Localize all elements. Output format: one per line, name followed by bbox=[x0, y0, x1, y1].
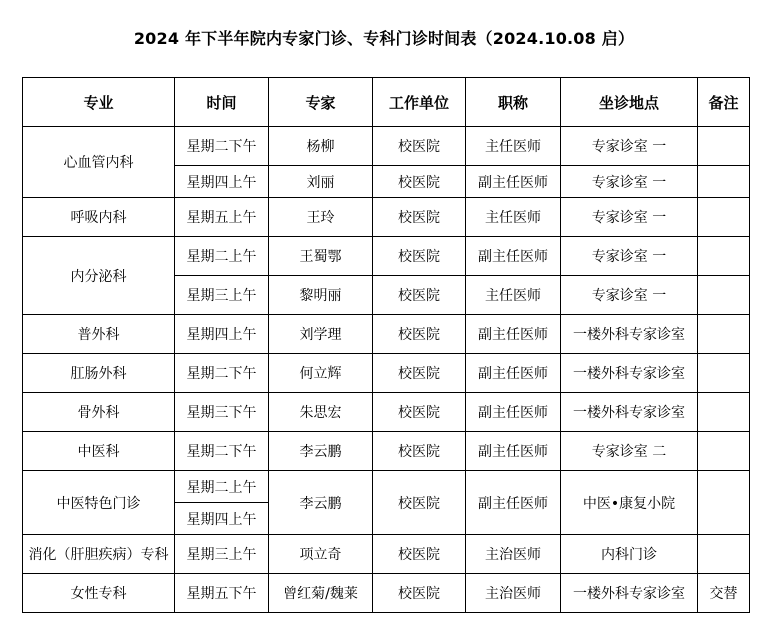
title-cell: 副主任医师 bbox=[466, 166, 561, 198]
expert-cell: 黎明丽 bbox=[269, 276, 373, 315]
table-row bbox=[23, 237, 750, 276]
expert-cell: 刘丽 bbox=[269, 166, 373, 198]
table-row bbox=[23, 198, 750, 237]
location-cell: 专家诊室 一 bbox=[561, 127, 698, 166]
title-cell: 副主任医师 bbox=[466, 432, 561, 471]
header-cell: 职称 bbox=[466, 78, 561, 127]
header-row bbox=[23, 78, 750, 127]
expert-cell: 王玲 bbox=[269, 198, 373, 237]
note-cell bbox=[698, 354, 750, 393]
unit-cell: 校医院 bbox=[373, 393, 466, 432]
note-cell bbox=[698, 315, 750, 354]
time-cell: 星期五上午 bbox=[175, 198, 269, 237]
location-cell: 内科门诊 bbox=[561, 535, 698, 574]
unit-cell: 校医院 bbox=[373, 166, 466, 198]
dept-cell: 女性专科 bbox=[23, 574, 175, 613]
time-cell: 星期五下午 bbox=[175, 574, 269, 613]
page-title: 2024 年下半年院内专家门诊、专科门诊时间表（2024.10.08 启） bbox=[133, 29, 635, 48]
note-cell: 交替 bbox=[698, 574, 750, 613]
title-cell: 副主任医师 bbox=[466, 237, 561, 276]
dept-cell: 肛肠外科 bbox=[23, 354, 175, 393]
title-cell: 主治医师 bbox=[466, 574, 561, 613]
time-cell: 星期四上午 bbox=[175, 315, 269, 354]
note-cell bbox=[698, 393, 750, 432]
location-cell: 专家诊室 一 bbox=[561, 237, 698, 276]
dept-cell: 中医特色门诊 bbox=[23, 471, 175, 535]
expert-cell: 何立辉 bbox=[269, 354, 373, 393]
table-row bbox=[23, 127, 750, 166]
location-cell: 中医•康复小院 bbox=[561, 471, 698, 535]
expert-cell: 朱思宏 bbox=[269, 393, 373, 432]
unit-cell: 校医院 bbox=[373, 432, 466, 471]
time-cell: 星期二下午 bbox=[175, 432, 269, 471]
title-cell: 主任医师 bbox=[466, 198, 561, 237]
dept-cell: 消化（肝胆疾病）专科 bbox=[23, 535, 175, 574]
unit-cell: 校医院 bbox=[373, 237, 466, 276]
note-cell bbox=[698, 471, 750, 535]
header-cell: 专家 bbox=[269, 78, 373, 127]
table-row bbox=[23, 393, 750, 432]
location-cell: 一楼外科专家诊室 bbox=[561, 574, 698, 613]
location-cell: 一楼外科专家诊室 bbox=[561, 393, 698, 432]
dept-cell: 骨外科 bbox=[23, 393, 175, 432]
time-cell: 星期三上午 bbox=[175, 535, 269, 574]
expert-cell: 李云鹏 bbox=[269, 471, 373, 535]
title-cell: 副主任医师 bbox=[466, 315, 561, 354]
location-cell: 专家诊室 二 bbox=[561, 432, 698, 471]
time-cell: 星期三上午 bbox=[175, 276, 269, 315]
location-cell: 专家诊室 一 bbox=[561, 198, 698, 237]
note-cell bbox=[698, 166, 750, 198]
expert-cell: 杨柳 bbox=[269, 127, 373, 166]
unit-cell: 校医院 bbox=[373, 471, 466, 535]
schedule-table bbox=[22, 77, 750, 613]
location-cell: 一楼外科专家诊室 bbox=[561, 354, 698, 393]
table-row bbox=[23, 535, 750, 574]
header-cell: 坐诊地点 bbox=[561, 78, 698, 127]
header-cell: 时间 bbox=[175, 78, 269, 127]
time-cell: 星期四上午 bbox=[175, 503, 269, 535]
time-cell: 星期二上午 bbox=[175, 471, 269, 503]
expert-cell: 刘学理 bbox=[269, 315, 373, 354]
location-cell: 专家诊室 一 bbox=[561, 166, 698, 198]
title-cell: 主任医师 bbox=[466, 127, 561, 166]
unit-cell: 校医院 bbox=[373, 198, 466, 237]
time-cell: 星期二下午 bbox=[175, 354, 269, 393]
unit-cell: 校医院 bbox=[373, 315, 466, 354]
note-cell bbox=[698, 432, 750, 471]
title-cell: 副主任医师 bbox=[466, 354, 561, 393]
title-cell: 主治医师 bbox=[466, 535, 561, 574]
location-cell: 一楼外科专家诊室 bbox=[561, 315, 698, 354]
location-cell: 专家诊室 一 bbox=[561, 276, 698, 315]
table-row bbox=[23, 315, 750, 354]
time-cell: 星期四上午 bbox=[175, 166, 269, 198]
header-cell: 备注 bbox=[698, 78, 750, 127]
table-row bbox=[23, 432, 750, 471]
expert-cell: 项立奇 bbox=[269, 535, 373, 574]
expert-cell: 王蜀鄂 bbox=[269, 237, 373, 276]
note-cell bbox=[698, 198, 750, 237]
dept-cell: 普外科 bbox=[23, 315, 175, 354]
expert-cell: 曾红菊/魏莱 bbox=[269, 574, 373, 613]
expert-cell: 李云鹏 bbox=[269, 432, 373, 471]
table-row bbox=[23, 354, 750, 393]
unit-cell: 校医院 bbox=[373, 354, 466, 393]
unit-cell: 校医院 bbox=[373, 574, 466, 613]
unit-cell: 校医院 bbox=[373, 276, 466, 315]
title-cell: 副主任医师 bbox=[466, 471, 561, 535]
title-cell: 副主任医师 bbox=[466, 393, 561, 432]
note-cell bbox=[698, 127, 750, 166]
note-cell bbox=[698, 276, 750, 315]
unit-cell: 校医院 bbox=[373, 535, 466, 574]
unit-cell: 校医院 bbox=[373, 127, 466, 166]
note-cell bbox=[698, 237, 750, 276]
dept-cell: 心血管内科 bbox=[23, 127, 175, 198]
title-cell: 主任医师 bbox=[466, 276, 561, 315]
dept-cell: 中医科 bbox=[23, 432, 175, 471]
header-cell: 工作单位 bbox=[373, 78, 466, 127]
table-row bbox=[23, 574, 750, 613]
note-cell bbox=[698, 535, 750, 574]
table-row bbox=[23, 471, 750, 503]
header-cell: 专业 bbox=[23, 78, 175, 127]
time-cell: 星期二下午 bbox=[175, 127, 269, 166]
dept-cell: 呼吸内科 bbox=[23, 198, 175, 237]
time-cell: 星期二上午 bbox=[175, 237, 269, 276]
dept-cell: 内分泌科 bbox=[23, 237, 175, 315]
time-cell: 星期三下午 bbox=[175, 393, 269, 432]
